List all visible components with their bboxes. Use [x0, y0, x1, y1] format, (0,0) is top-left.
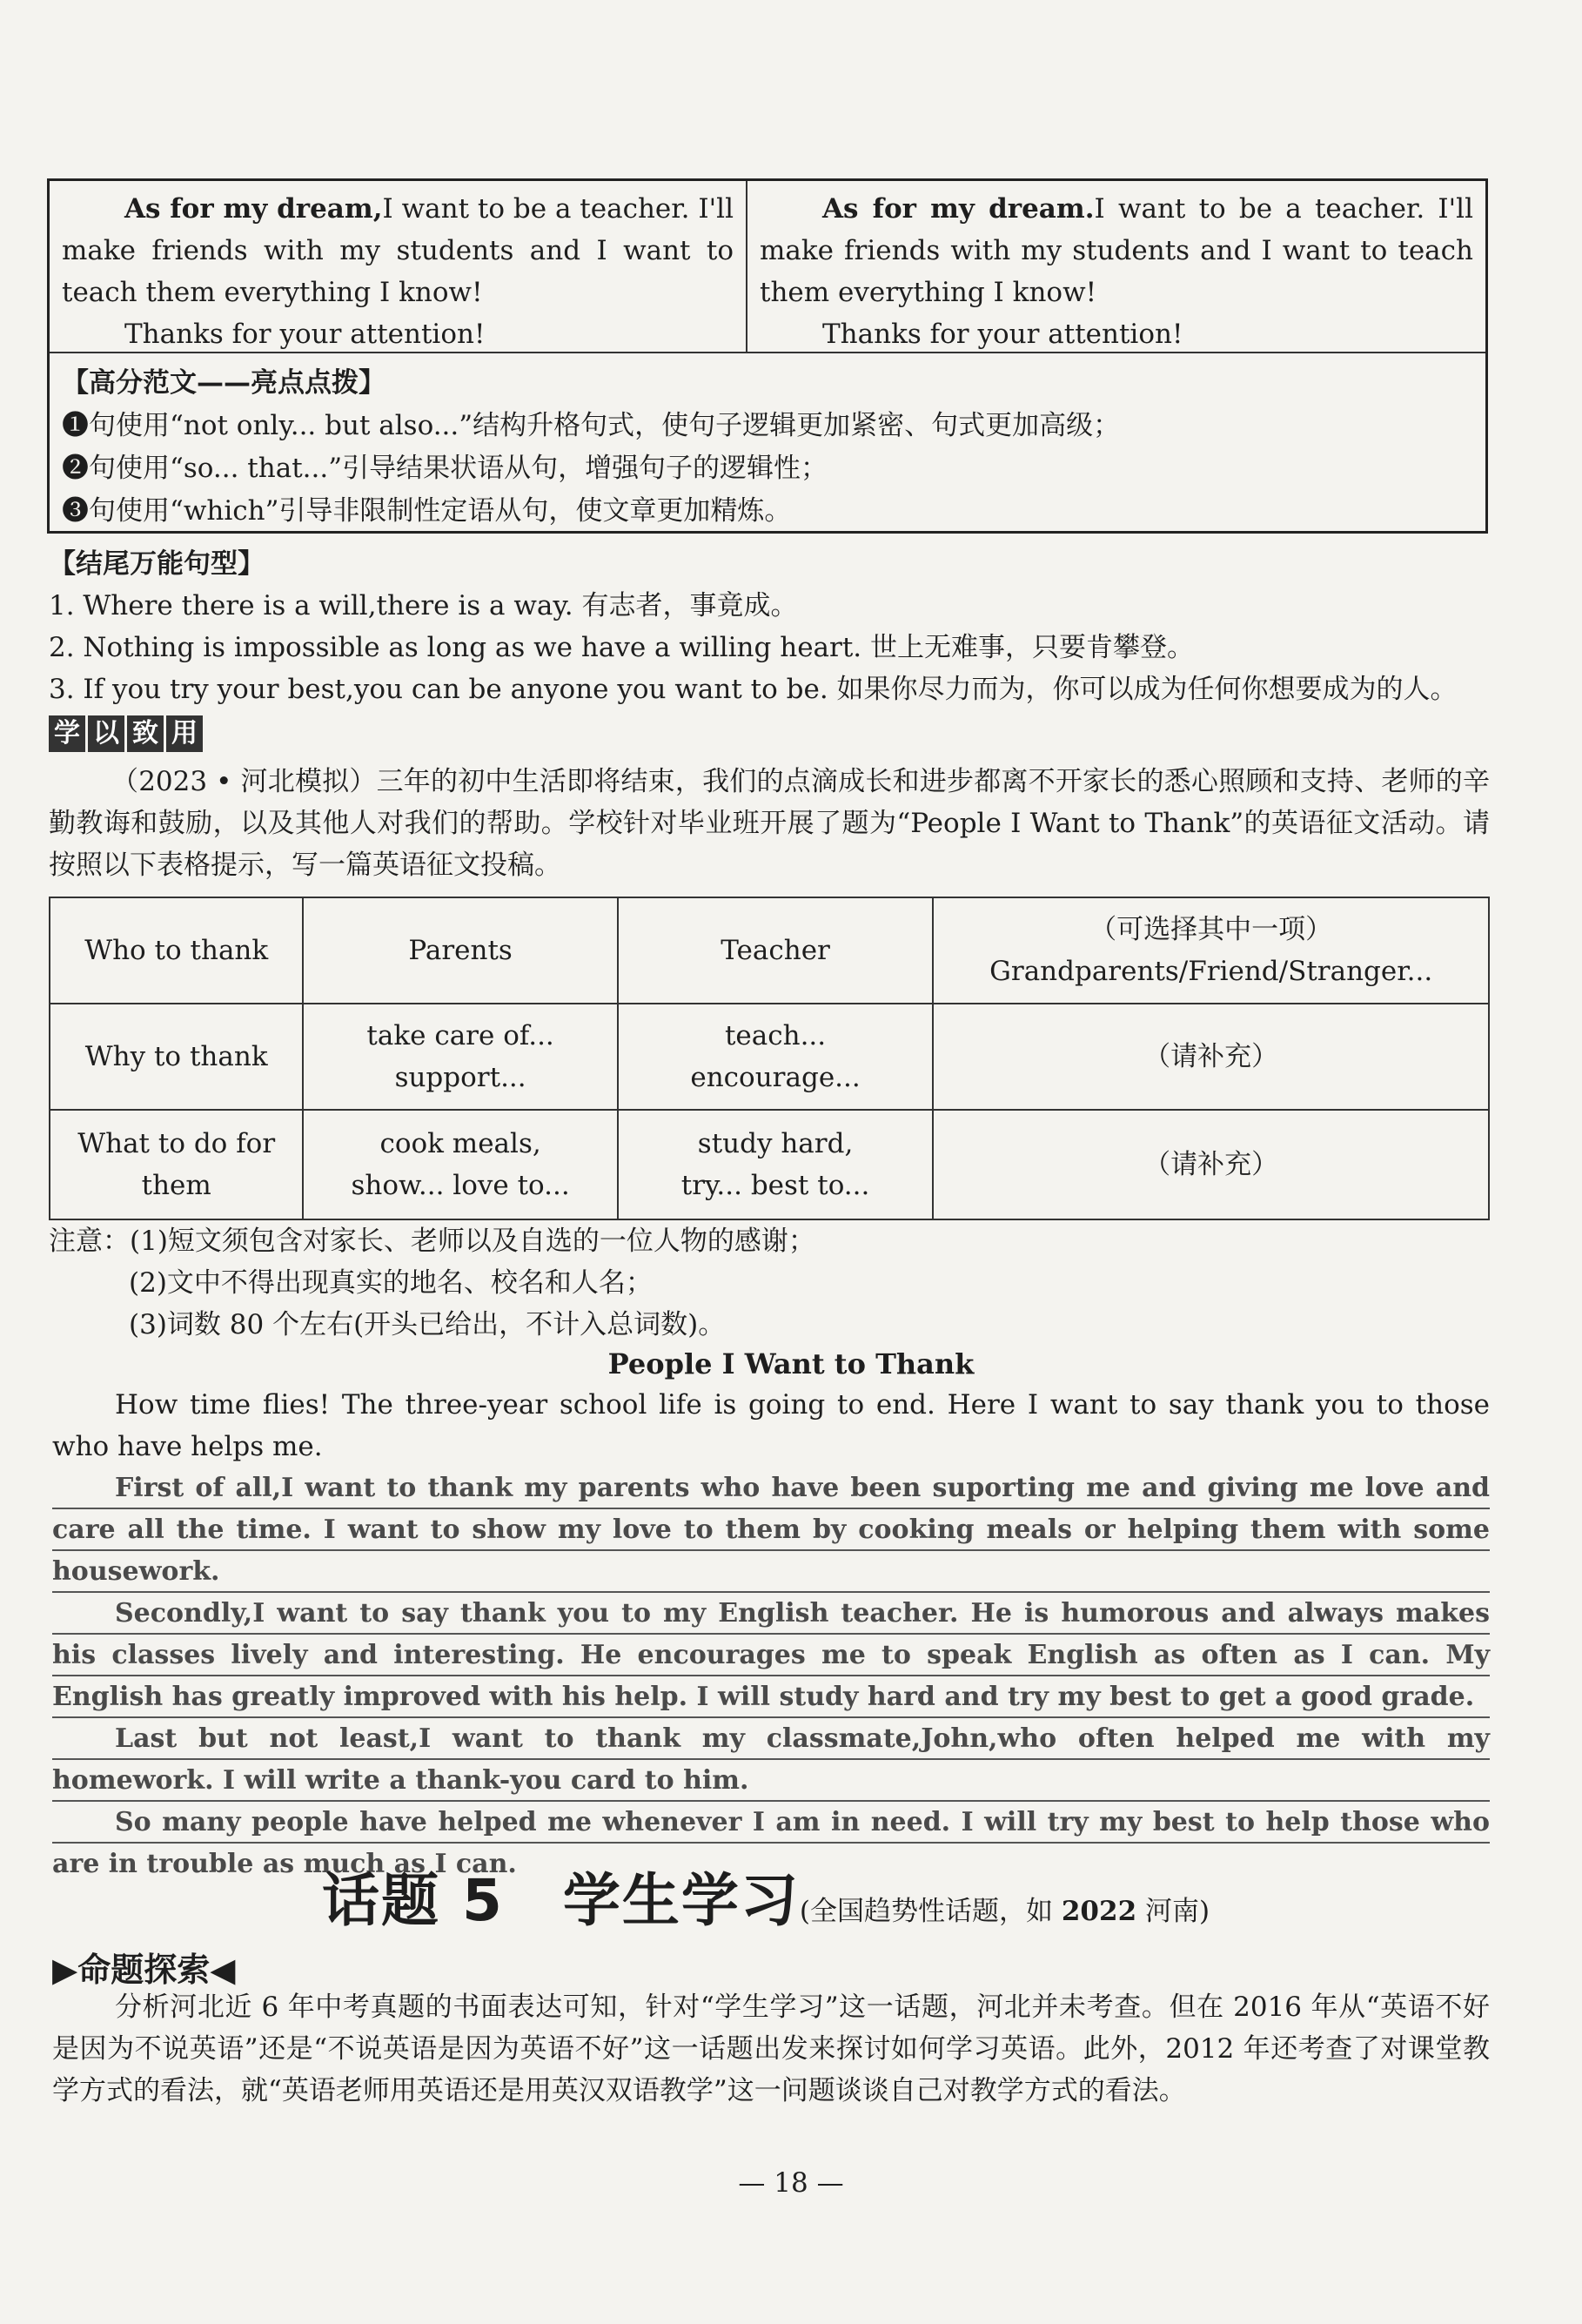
intro-paragraph: How time flies! The three-year school life is going to end. Here I want to say thank you to those who have helps me. — [52, 1389, 1490, 1462]
writing-line — [52, 1842, 1490, 1844]
tag-char: 以 — [88, 715, 124, 752]
table-row — [50, 897, 1489, 1004]
table-cell: Teacher — [618, 897, 934, 1004]
note-item: 注意：(1)短文须包含对家长、老师以及自选的一位人物的感谢； — [49, 1226, 815, 1257]
lead-phrase: As for my dream, — [124, 193, 383, 225]
comparison-row — [50, 181, 1485, 353]
answer-paragraph: Last but not least,I want to thank my classmate,John,who often helped me with my homework. I will write a thank-you card to him. — [52, 1723, 1490, 1796]
lead-phrase: As for my dream. — [822, 193, 1095, 225]
topic-note: (全国趋势性话题，如 2022 河南) — [799, 1896, 1210, 1927]
page-number: — 18 — — [738, 2167, 844, 2199]
handwritten-answer — [52, 1468, 1490, 1885]
table-cell: Who to thank — [50, 897, 303, 1004]
writing-line — [52, 1549, 1490, 1551]
answer-paragraph: Secondly,I want to say thank you to my English teacher. He is humorous and always makes his classes lively and interesting. He encourages me to speak English as often as I can. My English has greatly improved with his help. I will study hard and try my best to get a good grade. — [52, 1598, 1490, 1712]
explore-text — [52, 1986, 1490, 2112]
task-description: （2023 • 河北模拟）三年的初中生活即将结束，我们的点滴成长和进步都离不开家长的悉心照顾和支持、老师的辛勤教诲和鼓励，以及其他人对我们的帮助。学校针对毕业班开展了题为“People I Want to Thank”的英语征文活动。请按照以下表格提示，写一篇英语征文投稿。 — [49, 766, 1490, 881]
writing-line — [52, 1758, 1490, 1760]
writing-line — [52, 1800, 1490, 1802]
topic-title: 话题 5 学生学习 — [322, 1867, 800, 1934]
original-sample — [50, 181, 747, 352]
table-cell: What to do for them — [50, 1110, 303, 1219]
sample-comparison-box — [47, 178, 1488, 534]
practice-tag — [49, 715, 203, 752]
table-cell: cook meals, show... love to... — [303, 1110, 617, 1219]
table-cell: （请补充） — [933, 1004, 1489, 1110]
endings-title: 【结尾万能句型】 — [49, 548, 265, 580]
explore-heading: ▶命题探索◀ — [52, 1951, 236, 1989]
note-item: (3)词数 80 个左右(开头已给出，不计入总词数)。 — [129, 1309, 726, 1340]
tip-item: ❷句使用“so... that...”引导结果状语从句，增强句子的逻辑性； — [62, 453, 828, 484]
tip-item: ❶句使用“not only... but also...”结构升格句式，使句子逻辑更加紧密、句式更加高级； — [62, 410, 1121, 441]
writing-line — [52, 1591, 1490, 1593]
writing-line — [52, 1716, 1490, 1718]
table-cell: take care of... support... — [303, 1004, 617, 1110]
tip-item: ❸句使用“which”引导非限制性定语从句，使文章更加精炼。 — [62, 495, 792, 527]
table-row — [50, 1004, 1489, 1110]
essay-intro — [52, 1384, 1490, 1468]
tag-char: 用 — [166, 715, 203, 752]
highlight-tips — [62, 362, 1473, 533]
writing-line — [52, 1633, 1490, 1635]
sample-text: I want to be a teacher. I'll make friends with my students and I want to teach them everything I know! — [760, 193, 1473, 308]
table-cell: teach... encourage... — [618, 1004, 934, 1110]
answer-paragraph: So many people have helped me whenever I am in need. I will try my best to help those who are in trouble as much as I can. — [52, 1807, 1490, 1879]
sample-text: I want to be a teacher. I'll make friends with my students and I want to teach them everything I know! — [62, 193, 734, 308]
pattern-item: 3. If you try your best,you can be anyone you want to be. 如果你尽力而为，你可以成为任何你想要成为的人。 — [49, 674, 1458, 705]
analysis-paragraph: 分析河北近 6 年中考真题的书面表达可知，针对“学生学习”这一话题，河北并未考查。但在 2016 年从“英语不好是因为不说英语”还是“不说英语是因为英语不好”这一话题出发来探讨如何学习英语。此外，2012 年还考查了对课堂教学方式的看法，就“英语老师用英语还是用英汉双语教学”这一问题谈谈自己对教学方式的看法。 — [52, 1992, 1490, 2106]
pattern-item: 2. Nothing is impossible as long as we have a willing heart. 世上无难事，只要肯攀登。 — [49, 632, 1195, 663]
writing-line — [52, 1675, 1490, 1676]
table-cell: （可选择其中一项） Grandparents/Friend/Stranger... — [933, 897, 1489, 1004]
improved-sample — [747, 181, 1485, 352]
topic-heading — [322, 1854, 1210, 1937]
table-cell: Why to thank — [50, 1004, 303, 1110]
writing-line — [52, 1508, 1490, 1509]
writing-prompt-table — [49, 897, 1490, 1220]
closing-line: Thanks for your attention! — [822, 319, 1183, 350]
essay-title: People I Want to Thank — [607, 1347, 975, 1380]
answer-paragraph: First of all,I want to thank my parents who have been suporting me and giving me love and care all the time. I want to show my love to them by cooking meals or helping them with some housework. — [52, 1473, 1490, 1587]
pattern-item: 1. Where there is a will,there is a way. 有志者，事竟成。 — [49, 590, 798, 621]
table-cell: （请补充） — [933, 1110, 1489, 1219]
ending-patterns — [49, 543, 1493, 710]
notes — [49, 1220, 815, 1346]
note-item: (2)文中不得出现真实的地名、校名和人名； — [129, 1267, 653, 1299]
tips-title: 【高分范文——亮点点拨】 — [62, 367, 385, 399]
table-row — [50, 1110, 1489, 1219]
tag-char: 致 — [127, 715, 164, 752]
table-cell: study hard, try... best to... — [618, 1110, 934, 1219]
closing-line: Thanks for your attention! — [124, 319, 486, 350]
tag-char: 学 — [49, 715, 85, 752]
table-cell: Parents — [303, 897, 617, 1004]
